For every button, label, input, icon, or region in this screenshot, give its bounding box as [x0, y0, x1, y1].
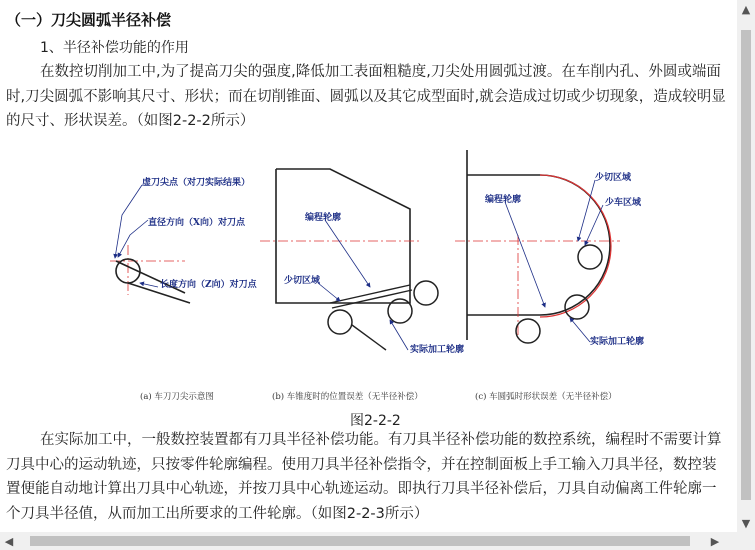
- label-length-point: 长度方向（Z向）对刀点: [160, 280, 257, 290]
- figure-caption: 图2-2-2: [350, 413, 401, 429]
- label-virtual-tip: 虚刀尖点（对刀实际结果）: [142, 178, 251, 188]
- label-under-cut-b: 少切区域: [284, 276, 321, 286]
- subcaption-a: (a) 车刀刀尖示意图: [140, 392, 214, 402]
- label-actual-contour-b: 实际加工轮廓: [410, 345, 465, 355]
- label-under-cut-c: 少切区域: [595, 173, 632, 183]
- diagram-b: [260, 169, 464, 355]
- section-title: （一）刀尖圆弧半径补偿: [6, 11, 172, 29]
- subsection-title: 1、半径补偿功能的作用: [40, 40, 189, 56]
- scroll-up-button[interactable]: ▲: [741, 2, 751, 16]
- scrollbar-corner: [737, 532, 755, 550]
- label-programmed-contour-c: 编程轮廓: [485, 195, 522, 205]
- scroll-right-button[interactable]: ▶: [710, 534, 720, 548]
- label-programmed-contour-b: 编程轮廓: [305, 213, 342, 223]
- subcaption-c: (c) 车圆弧时形状误差（无半径补偿）: [475, 392, 617, 402]
- label-diameter-point: 直径方向（X向）对刀点: [148, 218, 245, 228]
- vertical-scroll-thumb[interactable]: [741, 30, 751, 500]
- scroll-left-button[interactable]: ◀: [4, 534, 14, 548]
- vertical-scrollbar[interactable]: [737, 0, 755, 532]
- diagram-c: [455, 150, 644, 347]
- diagram-a: [110, 176, 258, 303]
- horizontal-scrollbar[interactable]: [0, 532, 737, 550]
- horizontal-scroll-thumb[interactable]: [30, 536, 690, 546]
- subcaption-b: (b) 车锥度时的位置误差（无半径补偿）: [272, 392, 423, 402]
- label-actual-contour-c: 实际加工轮廓: [590, 337, 645, 347]
- scroll-down-button[interactable]: ▼: [741, 516, 751, 530]
- label-over-cut-c: 少车区域: [605, 198, 642, 208]
- figure-2-2-2: [100, 145, 660, 410]
- paragraph-1: 在数控切削加工中,为了提高刀尖的强度,降低加工表面粗糙度,刀尖处用圆弧过渡。在车削内孔、外圆或端面时,刀尖圆弧不影响其尺寸、形状；而在切削锥面、圆弧以及其它成型面时,就会造成过切或少切现象，造成较明显的尺寸、形状误差。（如图2-2-2所示）: [6, 64, 726, 129]
- paragraph-2: 在实际加工中，一般数控装置都有刀具半径补偿功能。有刀具半径补偿功能的数控系统，编程时不需要计算刀具中心的运动轨迹，只按零件轮廓编程。使用刀具半径补偿指令，并在控制面板上手工输入刀具半径，数控装置便能自动地计算出刀具中心轨迹，并按刀具中心轨迹运动。即执行刀具半径补偿后，刀具自动偏离工件轮廓一个刀具半径值，从而加工出所要求的工件轮廓。（如图2-2-3所示）: [6, 432, 722, 522]
